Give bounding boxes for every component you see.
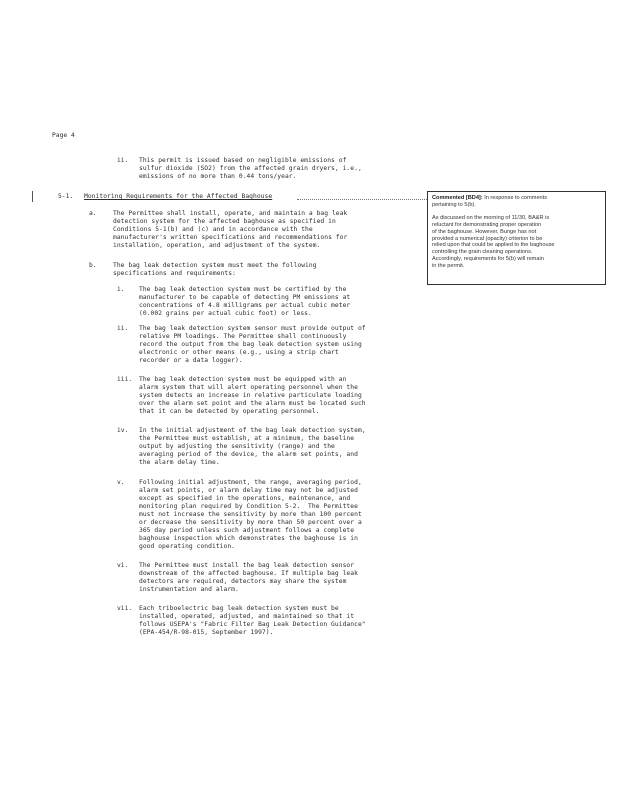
text-line: The bag leak detection system must be equipped with an	[139, 376, 347, 383]
text-line: alarm set points, or alarm delay time may not be adjusted	[139, 487, 358, 494]
text-line: the alarm delay time.	[139, 459, 220, 466]
text-line: The bag leak detection system must be certified by the	[139, 286, 347, 293]
text-line: This permit is issued based on negligible emissions of	[139, 157, 347, 164]
text-line: The Permittee shall install, operate, and maintain a bag leak	[113, 210, 348, 217]
text-line: manufacturer's written specifications and recommendations for	[113, 234, 348, 241]
section-number: 5-1.	[58, 193, 74, 200]
item-a-label: a.	[89, 210, 97, 217]
text-line: follows USEPA's "Fabric Filter Bag Leak Detection Guidance"	[139, 621, 366, 628]
sub-item-label: vii.	[117, 605, 133, 612]
text-line: The bag leak detection system must meet the following	[113, 262, 317, 269]
text-line: or decrease the sensitivity by more than 50 percent over a	[139, 519, 362, 526]
sub-item-label: v.	[117, 479, 125, 486]
text-line: In the initial adjustment of the bag leak detection system,	[139, 427, 366, 434]
text-line: must not increase the sensitivity by more than 100 percent	[139, 511, 362, 518]
sub-item-label: ii.	[117, 325, 129, 332]
comment-line: Accordingly, requirements for 5(b) will remain	[432, 256, 544, 263]
sub-item-label: iv.	[117, 427, 129, 434]
item-b-label: b.	[89, 262, 97, 269]
text-line: electronic or other means (e.g., using a strip chart	[139, 349, 339, 356]
text-line: installed, operated, adjusted, and maintained so that it	[139, 613, 355, 620]
comment-line: of the baghouse. However, Bunge has not	[432, 228, 537, 235]
page-number: Page 4	[52, 132, 75, 139]
comment-author: Commented [BD4]:	[432, 195, 483, 201]
comment-line: As discussed on the morning of 11/30, BA&R is	[432, 214, 550, 221]
text-line: except as specified in the operations, maintenance, and	[139, 495, 351, 502]
comment-line: controlling the grain cleaning operations.	[432, 249, 533, 256]
item-ii-label: ii.	[117, 157, 129, 164]
text-line: baghouse inspection which demonstrates the baghouse is in	[139, 535, 358, 542]
text-line: 365 day period unless such adjustment follows a complete	[139, 527, 355, 534]
change-bar	[32, 191, 33, 202]
section-title: Monitoring Requirements for the Affected Baghouse	[84, 193, 273, 200]
comment-line: relied upon that could be applied to the baghouse	[432, 242, 555, 249]
text-line: good operating condition.	[139, 543, 236, 550]
text-line: the Permittee must establish, at a minimum, the baseline	[139, 435, 355, 442]
text-line: manufacturer to be capable of detecting PM emissions at	[139, 294, 351, 301]
text-line: installation, operation, and adjustment of the system.	[113, 242, 321, 249]
text-line: detectors are required, detectors may share the system	[139, 578, 347, 585]
comment-balloon[interactable]	[427, 191, 606, 285]
text-line: (0.002 grains per actual cubic foot) or less.	[139, 310, 312, 317]
comment-subject: In response to comments	[482, 195, 548, 201]
text-line: Conditions 5-1(b) and (c) and in accordance with the	[113, 226, 313, 233]
text-line: record the output from the bag leak detection system using	[139, 341, 362, 348]
comment-line: provided a numerical (opacity) criterion to be	[432, 235, 543, 242]
text-line: over the alarm set point and the alarm must be located such	[139, 400, 366, 407]
text-line: detection system for the affected baghouse as specified in	[113, 218, 336, 225]
text-line: output by adjusting the sensitivity (range) and the	[139, 443, 335, 450]
text-line: system detects an increase in relative particulate loading	[139, 392, 362, 399]
text-line: emissions of no more than 0.44 tons/year.	[139, 173, 297, 180]
text-line: downstream of the affected baghouse. If multiple bag leak	[139, 570, 358, 577]
text-line: Following initial adjustment, the range, averaging period,	[139, 479, 362, 486]
text-line: instrumentation and alarm.	[139, 586, 239, 593]
comment-line: in the permit.	[432, 263, 465, 270]
comment-anchor-line	[297, 199, 427, 200]
text-line: that it can be detected by operating personnel.	[139, 408, 320, 415]
text-line: specifications and requirements:	[113, 270, 236, 277]
text-line: recorder or a data logger).	[139, 357, 243, 364]
comment-subject-line2: pertaining to 5(b).	[432, 201, 476, 208]
text-line: Each triboelectric bag leak detection system must be	[139, 605, 339, 612]
comment-line: reluctant for demonstrating proper operation	[432, 221, 542, 228]
text-line: averaging period of the device, the alarm set points, and	[139, 451, 358, 458]
text-line: The Permittee must install the bag leak detection sensor	[139, 562, 355, 569]
text-line: concentrations of 4.8 milligrams per actual cubic meter	[139, 302, 351, 309]
text-line: monitoring plan required by Condition 5-2. The Permittee	[139, 503, 358, 510]
text-line: alarm system that will alert operating personnel when the	[139, 384, 358, 391]
text-line: (EPA-454/R-98-015, September 1997).	[139, 629, 274, 636]
sub-item-label: vi.	[117, 562, 129, 569]
sub-item-label: i.	[117, 286, 125, 293]
sub-item-label: iii.	[117, 376, 133, 383]
text-line: relative PM loadings. The Permittee shall continuously	[139, 333, 347, 340]
text-line: sulfur dioxide (SO2) from the affected grain dryers, i.e.,	[139, 165, 362, 172]
text-line: The bag leak detection system sensor must provide output of	[139, 325, 366, 332]
